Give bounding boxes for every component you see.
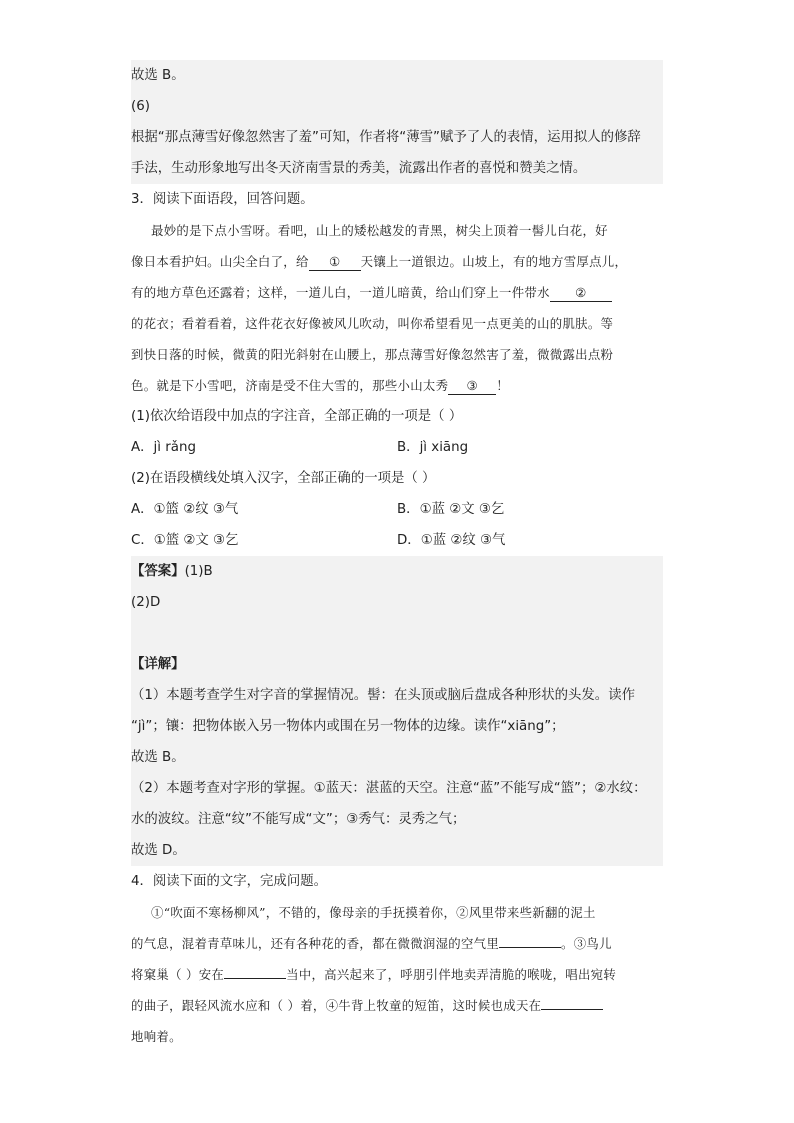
detail-line: 水的波纹。注意“纹”不能写成“文”；③秀气：灵秀之气； <box>131 812 466 827</box>
previous-answer-block <box>131 60 663 184</box>
detail-line: （2）本题考查对字形的掌握。①蓝天：湛蓝的天空。注意“蓝”不能写成“篮”；②水纹： <box>131 781 647 796</box>
part-6-text-line-2: 手法，生动形象地写出冬天济南雪景的秀美，流露出作者的喜悦和赞美之情。 <box>131 161 587 176</box>
option-b: B．jì xiāng <box>397 440 469 455</box>
detail-line: “jì”；镶：把物体嵌入另一物体内或围在另一物体的边缘。读作“xiāng”； <box>131 719 565 734</box>
passage-line: 的曲子，跟轻风流水应和（ ）着，④牛背上牧童的短笛，这时候也成天在 <box>131 990 663 1021</box>
sub-question-2-options-row-1 <box>131 494 663 525</box>
option-b: B．①蓝 ②文 ③乞 <box>397 502 505 517</box>
sub-question-2: (2)在语段横线处填入汉字，全部正确的一项是（ ） <box>131 471 436 486</box>
spacer <box>131 618 663 649</box>
answer-line-2: (2)D <box>131 595 161 610</box>
passage-line: ①“吹面不寒杨柳风”，不错的，像母亲的手抚摸着你，②风里带来些新翻的泥土 <box>151 905 596 920</box>
option-a: A．①篮 ②纹 ③气 <box>131 502 239 517</box>
answer-line: 【答案】(1)B <box>131 564 213 579</box>
option-d: D．①蓝 ②纹 ③气 <box>397 533 506 548</box>
blank-2: ② <box>550 285 612 302</box>
blank-1: ① <box>309 254 361 271</box>
blank <box>499 947 561 948</box>
part-6-label: (6) <box>131 99 150 114</box>
answer-block <box>131 556 663 649</box>
passage-line: 的花衣；看着看着，这件花衣好像被风儿吹动，叫你希望看见一点更美的山的肌肤。等 <box>131 316 614 331</box>
blank <box>541 1009 603 1010</box>
sub-question-1-options <box>131 432 663 463</box>
passage-line: 地响着。 <box>131 1029 182 1044</box>
passage-line: 将窠巢（ ）安在 当中，高兴起来了，呼朋引伴地卖弄清脆的喉咙，唱出宛转 <box>131 967 617 982</box>
sub-question-2-options-row-2 <box>131 525 663 556</box>
blank-3: ③ <box>448 378 496 395</box>
passage-line: 色。就是下小雪吧，济南是受不住大雪的，那些小山太秀 ③ ！ <box>131 378 509 393</box>
question-4-passage <box>131 897 663 1052</box>
blank <box>224 978 286 979</box>
document-page <box>131 60 663 1052</box>
question-3-passage <box>131 215 663 401</box>
option-c: C．①篮 ②文 ③乞 <box>131 533 239 548</box>
question-3-title: 3．阅读下面语段，回答问题。 <box>131 192 314 207</box>
detail-block <box>131 649 663 866</box>
detail-line: 故选 B。 <box>131 750 185 765</box>
detail-line: 故选 D。 <box>131 843 186 858</box>
detail-line: （1）本题考查学生对字音的掌握情况。髻：在头顶或脑后盘成各种形状的头发。读作 <box>131 688 635 703</box>
detail-label: 【详解】 <box>131 657 185 672</box>
option-a: A．jì rǎng <box>131 440 196 455</box>
passage-line: 像日本看护妇。山尖全白了，给 ① 天镶上一道银边。山坡上，有的地方雪厚点儿， <box>131 254 628 269</box>
passage-line: 的气息，混着青草味儿，还有各种花的香，都在微微润湿的空气里 。③鸟儿 <box>131 936 612 951</box>
answer-label: 【答案】 <box>131 564 185 579</box>
passage-line: 到快日落的时候，微黄的阳光斜射在山腰上，那点薄雪好像忽然害了羞，微微露出点粉 <box>131 347 614 362</box>
answer-choice-line: 故选 B。 <box>131 68 185 83</box>
sub-question-1: (1)依次给语段中加点的字注音，全部正确的一项是（ ） <box>131 409 463 424</box>
part-6-text-line-1: 根据“那点薄雪好像忽然害了羞”可知，作者将“薄雪”赋予了人的表情，运用拟人的修辞 <box>131 130 641 145</box>
passage-line: 最妙的是下点小雪呀。看吧，山上的矮松越发的青黑，树尖上顶着一髻儿白花，好 <box>151 223 608 238</box>
question-4-title: 4．阅读下面的文字，完成问题。 <box>131 874 327 889</box>
passage-line: 有的地方草色还露着；这样，一道儿白，一道儿暗黄，给山们穿上一件带水 ② <box>131 277 663 308</box>
